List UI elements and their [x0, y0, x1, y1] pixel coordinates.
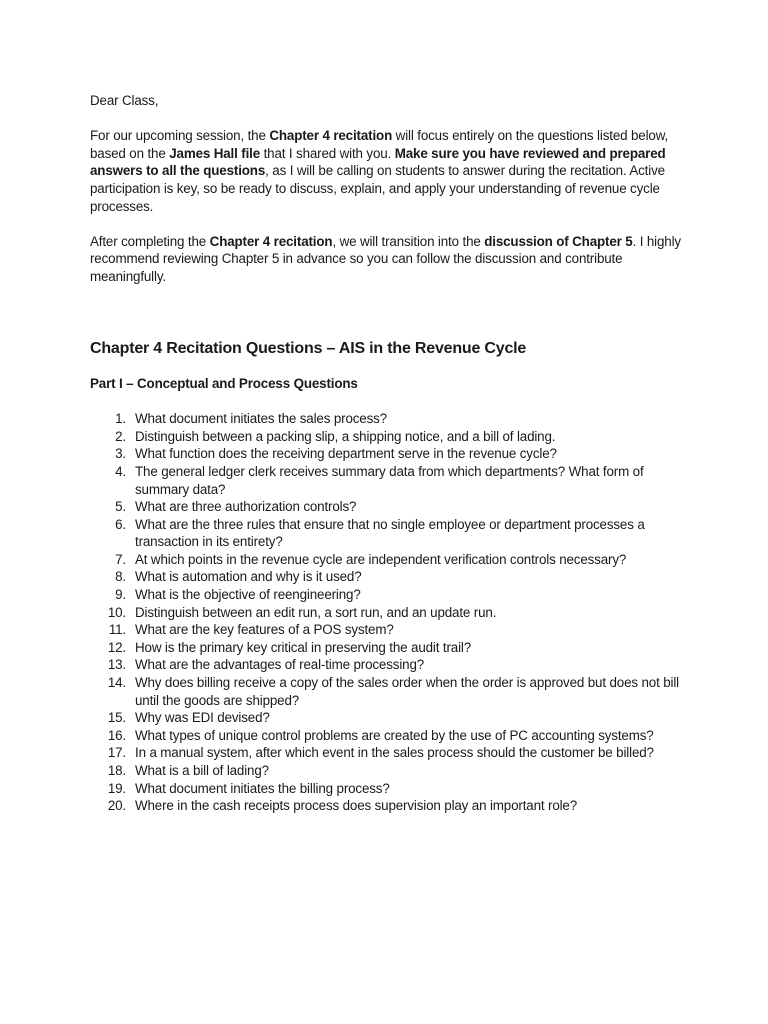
- question-item: [90, 604, 682, 622]
- question-item: [90, 516, 682, 551]
- question-number: 6.: [115, 516, 126, 532]
- question-item: [90, 709, 682, 727]
- transition-paragraph: [90, 233, 682, 286]
- question-item: [90, 568, 682, 586]
- question-text: Why was EDI devised?: [135, 710, 270, 726]
- intro-paragraph: [90, 127, 682, 215]
- question-item: [90, 674, 682, 709]
- intro-text-1: For our upcoming session, the: [90, 128, 270, 144]
- question-number: 11.: [108, 622, 126, 638]
- question-text: What is the objective of reengineering?: [135, 587, 361, 603]
- question-number: 18.: [107, 763, 126, 778]
- question-number: 16.: [107, 727, 126, 743]
- question-item: [90, 445, 682, 463]
- transition-text-2: , we will transition into the: [332, 233, 485, 249]
- transition-text-1: After completing the: [90, 233, 210, 249]
- question-number: 15.: [107, 710, 126, 726]
- question-item: [90, 656, 682, 674]
- question-text: What are the key features of a POS system?: [135, 622, 394, 638]
- question-text: What are the advantages of real-time processing?: [135, 657, 425, 673]
- question-number: 12.: [107, 639, 126, 655]
- question-text: The general ledger clerk receives summary data from which departments? What form of summary data?: [135, 463, 644, 497]
- question-text: What document initiates the billing process?: [135, 780, 390, 796]
- question-number: 3.: [115, 446, 126, 462]
- question-number: 2.: [115, 428, 126, 444]
- question-item: [90, 621, 682, 639]
- question-text: What document initiates the sales process?: [135, 411, 387, 427]
- question-number: 5.: [115, 499, 126, 515]
- question-item: [90, 762, 682, 780]
- question-text: What are the three rules that ensure that no single employee or department processes a transaction in its entirety?: [135, 516, 645, 550]
- question-text: What types of unique control problems are created by the use of PC accounting systems?: [135, 727, 654, 743]
- question-number: 17.: [107, 745, 126, 761]
- question-item: [90, 410, 682, 428]
- question-list: [90, 410, 682, 815]
- question-number: 20.: [107, 798, 126, 814]
- question-text: What is a bill of lading?: [135, 763, 269, 778]
- transition-bold-2: discussion of Chapter 5: [484, 233, 633, 249]
- question-text: What is automation and why is it used?: [135, 569, 362, 585]
- question-number: 1.: [115, 411, 126, 427]
- question-text: Why does billing receive a copy of the sales order when the order is approved but does not bill until the goods are shipped?: [135, 675, 680, 708]
- question-item: [90, 586, 682, 604]
- question-text: What are three authorization controls?: [135, 499, 357, 515]
- question-text: How is the primary key critical in preserving the audit trail?: [135, 639, 472, 655]
- question-item: [90, 797, 682, 815]
- question-item: [90, 727, 682, 745]
- question-number: 14.: [107, 675, 126, 691]
- question-number: 10.: [107, 604, 126, 620]
- question-text: Where in the cash receipts process does supervision play an important role?: [135, 798, 578, 814]
- transition-text-3: . I highly recommend reviewing Chapter 5 in advance so you can follow the discussion and contribute meaningfully.: [90, 233, 681, 284]
- question-item: [90, 744, 682, 762]
- question-text: In a manual system, after which event in the sales process should the customer be billed?: [135, 745, 654, 761]
- intro-bold-2: James Hall file: [169, 145, 261, 161]
- question-item: [90, 498, 682, 516]
- greeting: Dear Class,: [90, 93, 159, 108]
- question-number: 13.: [107, 657, 126, 673]
- document-page: [90, 92, 682, 815]
- question-number: 9.: [115, 587, 126, 603]
- question-number: 19.: [107, 780, 126, 796]
- section-title: Chapter 4 Recitation Questions – AIS in the Revenue Cycle: [90, 339, 527, 357]
- question-item: [90, 780, 682, 798]
- part-title: Part I – Conceptual and Process Questions: [90, 375, 358, 391]
- intro-bold-3: Make sure you have reviewed and prepared answers to all the questions: [90, 145, 666, 179]
- intro-text-3: that I shared with you.: [260, 145, 395, 161]
- question-text: What function does the receiving department serve in the revenue cycle?: [135, 446, 557, 462]
- question-item: [90, 463, 682, 498]
- intro-bold-1: Chapter 4 recitation: [269, 128, 393, 144]
- intro-text-4: , as I will be calling on students to answer during the recitation. Active participation is key, so be ready to discuss, explain, and apply your understanding of revenue cycle processes.: [90, 163, 665, 214]
- intro-text-2: will focus entirely on the questions listed below, based on the: [90, 128, 669, 161]
- transition-bold-1: Chapter 4 recitation: [209, 233, 333, 249]
- question-text: Distinguish between an edit run, a sort run, and an update run.: [135, 604, 497, 620]
- question-number: 4.: [115, 463, 126, 479]
- question-number: 8.: [115, 569, 126, 585]
- question-number: 7.: [115, 551, 126, 567]
- question-text: At which points in the revenue cycle are independent verification controls necessary?: [135, 551, 627, 567]
- question-item: [90, 428, 682, 446]
- question-item: [90, 639, 682, 657]
- question-item: [90, 551, 682, 569]
- question-text: Distinguish between a packing slip, a shipping notice, and a bill of lading.: [135, 428, 556, 444]
